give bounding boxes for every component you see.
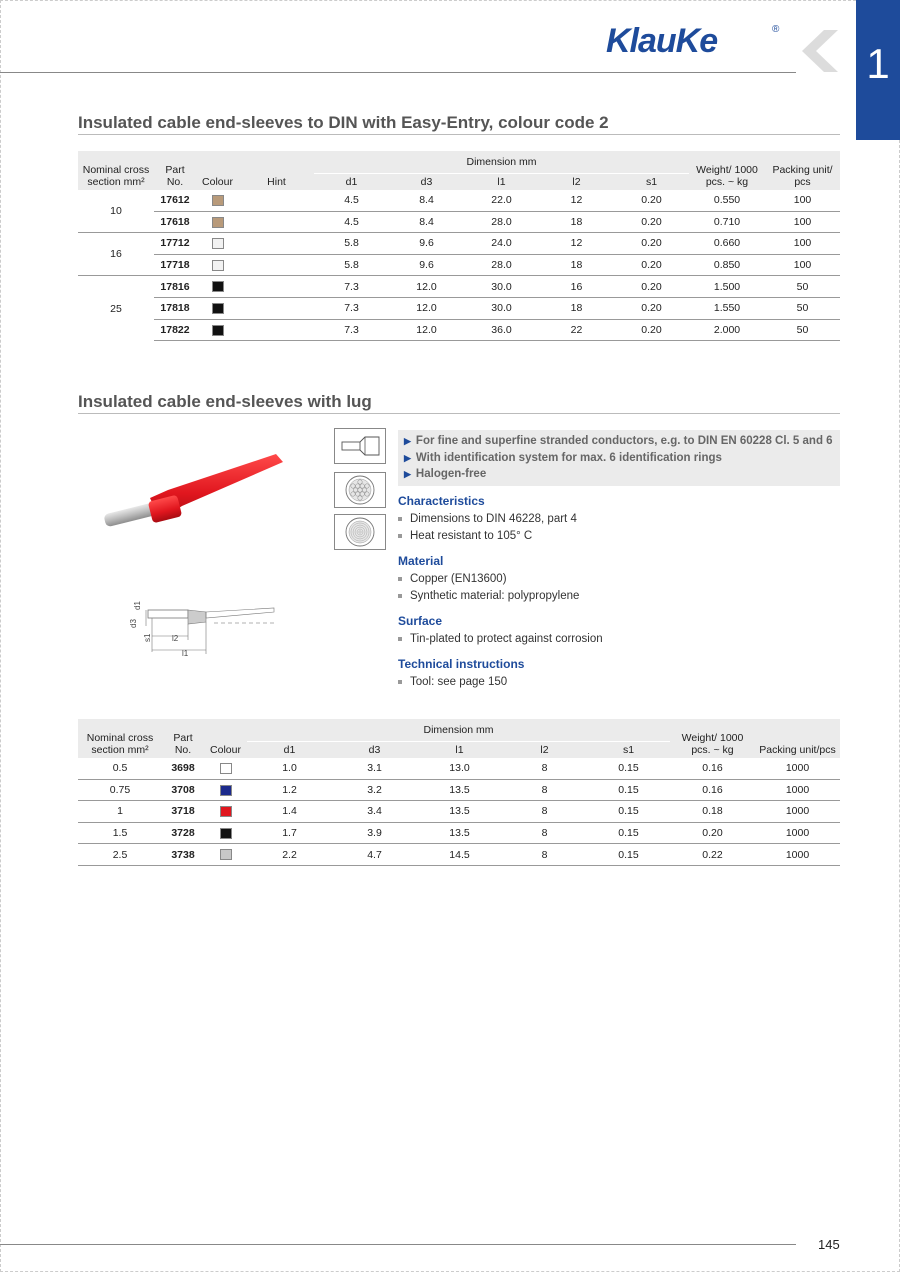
cell-colour bbox=[196, 319, 239, 341]
cell-nominal: 1.5 bbox=[78, 822, 162, 844]
colour-swatch bbox=[220, 828, 232, 839]
cell-s1: 0.20 bbox=[614, 297, 689, 319]
colour-swatch bbox=[212, 195, 224, 206]
material-text: Copper (EN13600) bbox=[410, 573, 507, 585]
cell-d1: 7.3 bbox=[314, 276, 389, 298]
cell-packing: 1000 bbox=[755, 801, 840, 823]
colour-swatch bbox=[212, 217, 224, 228]
cell-part-no: 17816 bbox=[154, 276, 196, 298]
page-number: 145 bbox=[818, 1237, 840, 1252]
technical-text: Tool: see page 150 bbox=[410, 676, 508, 688]
cell-part-no: 17818 bbox=[154, 297, 196, 319]
cell-d1: 1.2 bbox=[247, 779, 332, 801]
header-dimension: Dimension mm bbox=[247, 719, 670, 741]
section2-table bbox=[78, 719, 840, 866]
cell-nominal: 16 bbox=[78, 233, 154, 276]
fine-strand-icon bbox=[334, 472, 386, 508]
cell-colour bbox=[196, 211, 239, 233]
cell-packing: 50 bbox=[765, 276, 840, 298]
cell-l1: 13.5 bbox=[417, 822, 502, 844]
header-rule bbox=[0, 72, 796, 73]
cell-packing: 100 bbox=[765, 233, 840, 255]
cell-part-no: 17612 bbox=[160, 194, 190, 207]
technical-item bbox=[398, 676, 507, 688]
cell-s1: 0.20 bbox=[614, 319, 689, 341]
header-part-no: Part No. bbox=[154, 151, 196, 190]
cell-colour bbox=[204, 758, 247, 780]
cell-l2: 18 bbox=[539, 297, 614, 319]
cell-colour bbox=[196, 233, 239, 255]
cell-l2: 18 bbox=[539, 211, 614, 233]
cell-packing: 1000 bbox=[785, 762, 810, 775]
colour-swatch bbox=[220, 763, 232, 774]
bullet-icon bbox=[398, 594, 402, 598]
cell-l2: 8 bbox=[502, 779, 587, 801]
cell-nominal: 1 bbox=[78, 801, 162, 823]
cell-weight: 0.16 bbox=[702, 762, 723, 775]
triangle-right-icon: ▶ bbox=[404, 452, 411, 463]
cell-l1: 30.0 bbox=[464, 276, 539, 298]
header-s1: s1 bbox=[587, 741, 670, 758]
triangle-right-icon: ▶ bbox=[404, 469, 411, 479]
cell-part-no: 3728 bbox=[162, 822, 204, 844]
technical-heading: Technical instructions bbox=[398, 657, 525, 671]
table-row bbox=[78, 801, 840, 823]
cell-packing: 1000 bbox=[755, 822, 840, 844]
header-packing: Packing unit/pcs bbox=[755, 719, 840, 758]
cell-d1: 5.8 bbox=[314, 254, 389, 276]
characteristics-text: Heat resistant to 105° C bbox=[410, 530, 533, 542]
cell-hint bbox=[239, 190, 314, 212]
cell-colour bbox=[196, 297, 239, 319]
cell-s1: 0.20 bbox=[614, 211, 689, 233]
table-row bbox=[78, 779, 840, 801]
cell-packing: 100 bbox=[765, 254, 840, 276]
header-packing: Packing unit/ pcs bbox=[765, 151, 840, 190]
section1-rule bbox=[78, 134, 840, 135]
cell-l2: 8 bbox=[541, 762, 548, 775]
cell-colour bbox=[196, 190, 239, 212]
cell-part-no: 17618 bbox=[154, 211, 196, 233]
cell-l2: 16 bbox=[539, 276, 614, 298]
material-item bbox=[398, 573, 507, 585]
bullet-icon bbox=[398, 680, 402, 684]
chapter-tab: 1 bbox=[856, 0, 900, 140]
header-colour: Colour bbox=[204, 719, 247, 758]
label-d1: d1 bbox=[133, 601, 142, 610]
triangle-right-icon: ▶ bbox=[404, 436, 411, 446]
cell-l1: 30.0 bbox=[464, 297, 539, 319]
cell-l1: 13.5 bbox=[417, 801, 502, 823]
cell-l2: 12 bbox=[570, 194, 583, 207]
header-d3: d3 bbox=[389, 173, 464, 190]
section2-rule bbox=[78, 413, 840, 414]
cell-packing: 50 bbox=[765, 297, 840, 319]
cell-s1: 0.20 bbox=[614, 276, 689, 298]
section1-title: Insulated cable end-sleeves to DIN with Easy-Entry, colour code 2 bbox=[78, 113, 609, 132]
cell-hint bbox=[239, 319, 314, 341]
cell-d3: 3.2 bbox=[332, 779, 417, 801]
cell-weight: 0.660 bbox=[689, 233, 765, 255]
cell-l1: 28.0 bbox=[464, 211, 539, 233]
header-d3: d3 bbox=[332, 741, 417, 758]
colour-swatch bbox=[220, 849, 232, 860]
cell-nominal: 25 bbox=[78, 276, 154, 341]
feature-text: For fine and superfine stranded conductors, e.g. to DIN EN 60228 Cl. 5 and 6 bbox=[415, 435, 833, 447]
cell-l1: 14.5 bbox=[417, 844, 502, 866]
cell-colour bbox=[204, 822, 247, 844]
cell-l1: 22.0 bbox=[491, 194, 512, 207]
cell-s1: 0.20 bbox=[614, 233, 689, 255]
header-colour: Colour bbox=[196, 151, 239, 190]
cell-hint bbox=[239, 211, 314, 233]
cell-d1: 4.5 bbox=[314, 211, 389, 233]
header-weight: Weight/ 1000 pcs. ~ kg bbox=[689, 151, 765, 190]
cell-s1: 0.15 bbox=[618, 762, 639, 775]
material-heading: Material bbox=[398, 554, 444, 568]
cell-l1: 36.0 bbox=[464, 319, 539, 341]
header-weight: Weight/ 1000 pcs. ~ kg bbox=[670, 719, 755, 758]
cell-d3: 12.0 bbox=[389, 276, 464, 298]
cell-d1: 1.7 bbox=[247, 822, 332, 844]
chevron-left-icon bbox=[798, 28, 840, 74]
header-s1: s1 bbox=[614, 173, 689, 190]
product-image bbox=[98, 448, 288, 528]
table-row bbox=[78, 758, 840, 780]
cell-weight: 0.710 bbox=[689, 211, 765, 233]
brand-registered-mark: ® bbox=[772, 24, 780, 35]
superfine-strand-icon bbox=[334, 514, 386, 550]
cell-s1: 0.20 bbox=[641, 194, 662, 207]
sleeve-outline-icon bbox=[334, 428, 386, 464]
colour-swatch bbox=[212, 238, 224, 249]
cell-l2: 8 bbox=[502, 801, 587, 823]
cell-part-no: 17822 bbox=[154, 319, 196, 341]
bullet-icon bbox=[398, 577, 402, 581]
surface-text: Tin-plated to protect against corrosion bbox=[410, 633, 603, 645]
cell-s1: 0.20 bbox=[614, 254, 689, 276]
cell-weight: 0.16 bbox=[670, 779, 755, 801]
colour-swatch bbox=[212, 260, 224, 271]
cell-part-no: 3708 bbox=[162, 779, 204, 801]
surface-item bbox=[398, 633, 603, 645]
cell-nominal: 0.75 bbox=[78, 779, 162, 801]
table-row bbox=[78, 254, 840, 276]
feature-text: Halogen-free bbox=[415, 468, 487, 480]
cell-packing: 50 bbox=[765, 319, 840, 341]
cell-part-no: 3718 bbox=[162, 801, 204, 823]
cell-s1: 0.15 bbox=[587, 779, 670, 801]
table-row bbox=[78, 190, 840, 212]
cell-packing: 1000 bbox=[755, 844, 840, 866]
cell-d3: 8.4 bbox=[389, 211, 464, 233]
feature-item bbox=[404, 450, 834, 467]
cell-d3: 12.0 bbox=[389, 319, 464, 341]
header-nominal: Nominal cross section mm² bbox=[78, 719, 162, 758]
colour-swatch bbox=[220, 785, 232, 796]
cell-d1: 4.5 bbox=[344, 194, 359, 207]
table-row bbox=[78, 319, 840, 341]
table-row bbox=[78, 297, 840, 319]
brand-logo: KlauKe bbox=[606, 22, 718, 60]
cell-d1: 5.8 bbox=[314, 233, 389, 255]
cell-d1: 7.3 bbox=[314, 297, 389, 319]
cell-nominal: 10 bbox=[110, 204, 122, 217]
cell-part-no: 17712 bbox=[154, 233, 196, 255]
dimension-drawing bbox=[128, 600, 278, 658]
table-row bbox=[78, 822, 840, 844]
cell-part-no: 3698 bbox=[171, 762, 195, 775]
cell-weight: 0.18 bbox=[670, 801, 755, 823]
table-row bbox=[78, 844, 840, 866]
cell-colour bbox=[204, 801, 247, 823]
cell-hint bbox=[239, 276, 314, 298]
colour-swatch bbox=[212, 281, 224, 292]
page-frame-top bbox=[0, 0, 856, 1]
section1-table bbox=[78, 151, 840, 341]
page-frame-left bbox=[0, 0, 1, 1272]
cell-part-no: 17718 bbox=[154, 254, 196, 276]
cell-packing: 1000 bbox=[755, 779, 840, 801]
cell-s1: 0.15 bbox=[587, 822, 670, 844]
cell-nominal: 0.5 bbox=[112, 762, 128, 775]
cell-s1: 0.15 bbox=[587, 801, 670, 823]
characteristics-item bbox=[398, 530, 532, 542]
cell-weight: 1.550 bbox=[689, 297, 765, 319]
bullet-icon bbox=[398, 534, 402, 538]
footer-rule bbox=[0, 1244, 796, 1245]
cell-hint bbox=[239, 254, 314, 276]
cell-d3: 3.4 bbox=[332, 801, 417, 823]
header-l1: l1 bbox=[464, 173, 539, 190]
table-row bbox=[78, 211, 840, 233]
cell-l2: 18 bbox=[539, 254, 614, 276]
bullet-icon bbox=[398, 517, 402, 521]
cell-weight: 0.20 bbox=[670, 822, 755, 844]
cell-l2: 8 bbox=[502, 844, 587, 866]
cell-l2: 12 bbox=[539, 233, 614, 255]
cell-d1: 7.3 bbox=[314, 319, 389, 341]
cell-weight: 0.850 bbox=[689, 254, 765, 276]
header-dimension: Dimension mm bbox=[314, 151, 689, 173]
cell-colour bbox=[196, 254, 239, 276]
cell-l2: 8 bbox=[502, 822, 587, 844]
cell-colour bbox=[196, 276, 239, 298]
cell-weight: 0.550 bbox=[713, 194, 741, 207]
cell-part-no: 3738 bbox=[162, 844, 204, 866]
header-d1: d1 bbox=[314, 173, 389, 190]
cell-d3: 9.6 bbox=[389, 254, 464, 276]
material-item bbox=[398, 590, 579, 602]
cell-packing: 100 bbox=[765, 211, 840, 233]
surface-heading: Surface bbox=[398, 614, 443, 628]
header-nominal: Nominal cross section mm² bbox=[78, 151, 154, 190]
cell-d1: 2.2 bbox=[247, 844, 332, 866]
cell-d3: 3.1 bbox=[367, 762, 382, 775]
cell-weight: 1.500 bbox=[689, 276, 765, 298]
feature-item bbox=[404, 433, 834, 450]
cell-d1: 1.0 bbox=[282, 762, 297, 775]
cell-d3: 8.4 bbox=[419, 194, 434, 207]
header-part-no: Part No. bbox=[162, 719, 204, 758]
bullet-icon bbox=[398, 637, 402, 641]
label-l1: l1 bbox=[182, 649, 189, 658]
feature-text: With identification system for max. 6 identification rings bbox=[415, 451, 722, 464]
cell-d1: 1.4 bbox=[247, 801, 332, 823]
table-row bbox=[78, 233, 840, 255]
cell-d3: 4.7 bbox=[332, 844, 417, 866]
cell-colour bbox=[204, 779, 247, 801]
colour-swatch bbox=[220, 806, 232, 817]
characteristics-heading: Characteristics bbox=[398, 494, 485, 508]
cell-nominal: 2.5 bbox=[78, 844, 162, 866]
feature-item bbox=[404, 466, 834, 483]
cell-hint bbox=[239, 233, 314, 255]
label-s1: s1 bbox=[143, 633, 152, 642]
cell-colour bbox=[204, 844, 247, 866]
cell-d3: 12.0 bbox=[389, 297, 464, 319]
cell-l1: 28.0 bbox=[464, 254, 539, 276]
table-row bbox=[78, 276, 840, 298]
header-l1: l1 bbox=[417, 741, 502, 758]
header-d1: d1 bbox=[247, 741, 332, 758]
cell-l1: 13.5 bbox=[417, 779, 502, 801]
section2-title: Insulated cable end-sleeves with lug bbox=[78, 392, 372, 411]
label-d3: d3 bbox=[129, 619, 138, 628]
characteristics-text: Dimensions to DIN 46228, part 4 bbox=[410, 513, 577, 525]
cell-packing: 100 bbox=[793, 194, 812, 207]
cell-s1: 0.15 bbox=[587, 844, 670, 866]
material-text: Synthetic material: polypropylene bbox=[410, 590, 580, 602]
cell-weight: 0.22 bbox=[670, 844, 755, 866]
cell-l2: 22 bbox=[539, 319, 614, 341]
cell-l1: 24.0 bbox=[464, 233, 539, 255]
feature-box bbox=[398, 430, 840, 486]
label-l2: l2 bbox=[172, 634, 179, 643]
header-hint: Hint bbox=[239, 151, 314, 190]
cell-weight: 2.000 bbox=[689, 319, 765, 341]
header-l2: l2 bbox=[539, 173, 614, 190]
colour-swatch bbox=[212, 303, 224, 314]
cell-l1: 13.0 bbox=[449, 762, 470, 775]
cell-d3: 3.9 bbox=[332, 822, 417, 844]
cell-hint bbox=[239, 297, 314, 319]
colour-swatch bbox=[212, 325, 224, 336]
characteristics-item bbox=[398, 513, 577, 525]
header-l2: l2 bbox=[502, 741, 587, 758]
cell-d3: 9.6 bbox=[389, 233, 464, 255]
